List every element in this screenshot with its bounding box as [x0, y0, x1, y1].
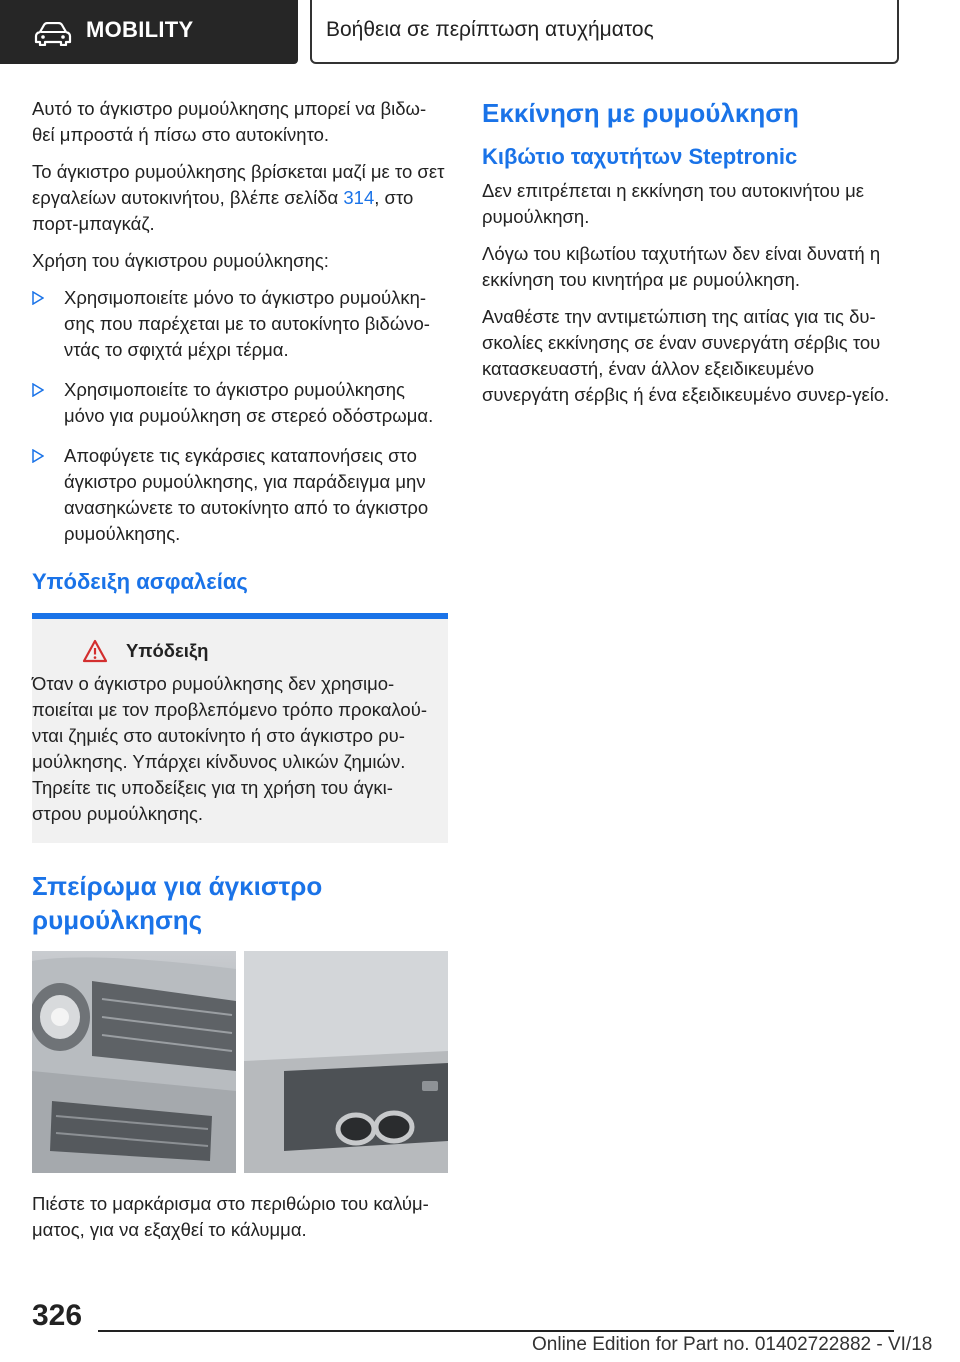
note-text: Όταν ο άγκιστρο ρυμούλκησης δεν χρησιμο-ποιείται με τον προβλεπόμενο τρόπο προκαλού-νται ζημιές στο αυτοκίνητο ή στο άγκιστρο ρυ-μούλκησης. Υπάρχει κίνδυνος υλικών ζημιών. Τηρείτε τις υποδείξεις για τη χρήση του άγκι-στρου ρυμούλκησης.	[32, 673, 427, 824]
triangle-bullet-icon	[32, 383, 44, 397]
tow-start-heading: Εκκίνηση με ρυμούλκηση	[482, 98, 799, 128]
bullet-list	[32, 285, 448, 547]
paragraph: Αυτό το άγκιστρο ρυμούλκησης μπορεί να βιδω-θεί μπροστά ή πίσω στο αυτοκίνητο.	[32, 98, 427, 145]
front-bumper-photo	[32, 951, 236, 1173]
section-title	[310, 0, 899, 64]
list-item-text: Αποφύγετε τις εγκάρσιες καταπονήσεις στο άγκιστρο ρυμούλκησης, για παράδειγμα μην ανασηκώνετε το αυτοκίνητο από το άγκιστρο ρυμούλκησης.	[64, 445, 429, 544]
list-item	[32, 443, 448, 547]
mobility-tab	[0, 0, 298, 64]
triangle-bullet-icon	[32, 291, 44, 305]
warning-triangle-icon	[82, 639, 108, 663]
right-column	[482, 96, 896, 419]
list-item	[32, 377, 448, 429]
caption: Πιέστε το μαρκάρισμα στο περιθώριο του καλύμ-ματος, για να εξαχθεί το κάλυμμα.	[32, 1193, 429, 1240]
page-number: 326	[32, 1299, 83, 1332]
safety-heading: Υπόδειξη ασφαλείας	[32, 569, 248, 594]
paragraph: Αναθέστε την αντιμετώπιση της αιτίας για τις δυ-σκολίες εκκίνησης σε έναν συνεργάτη σέρβις του κατασκευαστή, έναν άλλον εξειδικευμένο συνεργάτη σέρβις ή ένα εξειδικευμένο συνερ-γείο.	[482, 306, 890, 405]
text: Το άγκιστρο ρυμούλκησης βρίσκεται μαζί με το σετ εργαλείων αυτοκινήτου, βλέπε σελίδα	[32, 161, 445, 208]
rear-bumper-illustration	[244, 951, 448, 1173]
left-column	[32, 96, 448, 1254]
paragraph: Χρήση του άγκιστρου ρυμούλκησης:	[32, 250, 329, 271]
steptronic-heading: Κιβώτιο ταχυτήτων Steptronic	[482, 144, 798, 169]
tab-label: MOBILITY	[86, 17, 194, 42]
page-link[interactable]: 314	[343, 187, 375, 208]
triangle-bullet-icon	[32, 449, 44, 463]
section-title-text: Βοήθεια σε περίπτωση ατυχήματος	[326, 18, 654, 41]
note-header	[32, 639, 440, 663]
paragraph	[32, 159, 448, 237]
list-item-text: Χρησιμοποιείτε μόνο το άγκιστρο ρυμούλκη-σης που παρέχεται με το αυτοκίνητο βιδώνο-ντάς το σφιχτά μέχρι τέρμα.	[64, 287, 430, 360]
text: , στο πορτ-μπαγκάζ.	[32, 187, 414, 234]
list-item	[32, 285, 448, 363]
photo-strip	[32, 951, 448, 1173]
note-title: Υπόδειξη	[126, 640, 209, 661]
page-header	[0, 0, 960, 66]
front-bumper-illustration	[32, 951, 236, 1173]
thread-heading: Σπείρωμα για άγκιστρο ρυμούλκησης	[32, 871, 323, 935]
footer-divider	[98, 1330, 894, 1332]
paragraph: Δεν επιτρέπεται η εκκίνηση του αυτοκινήτου με ρυμούλκηση.	[482, 180, 865, 227]
list-item-text: Χρησιμοποιείτε το άγκιστρο ρυμούλκησης μόνο για ρυμούλκηση σε στερεό οδόστρωμα.	[64, 379, 434, 426]
car-icon	[34, 22, 72, 46]
edition-note: Online Edition for Part no. 01402722882 - VI/18	[532, 1334, 933, 1355]
rear-bumper-photo	[244, 951, 448, 1173]
paragraph: Λόγω του κιβωτίου ταχυτήτων δεν είναι δυνατή η εκκίνηση του κινητήρα με ρυμούλκηση.	[482, 243, 881, 290]
warning-note	[32, 613, 448, 843]
